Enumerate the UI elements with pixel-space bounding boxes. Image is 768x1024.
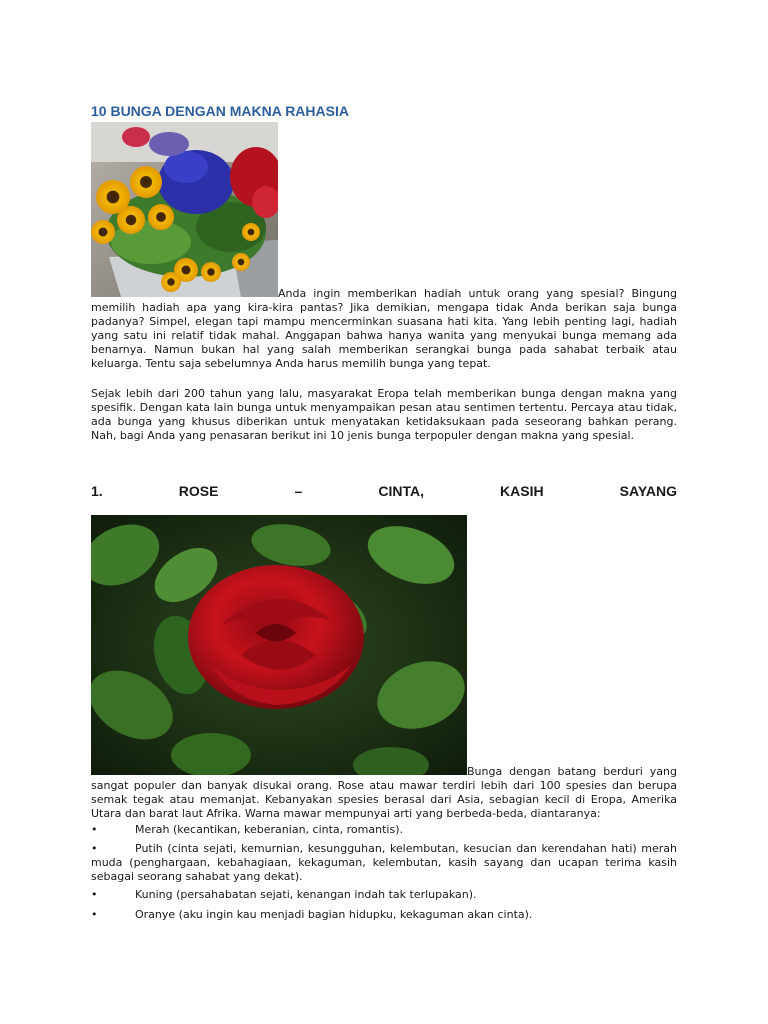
heading-word: SAYANG [619,483,677,499]
document-title: 10 BUNGA DENGAN MAKNA RAHASIA [91,103,349,119]
section-heading-rose [91,483,677,499]
bullet-icon: • [91,842,98,855]
intro-paragraph [91,287,677,371]
heading-word: CINTA, [378,483,424,499]
list-item-text: Putih (cinta sejati, kemurnian, kesungguhan, kelembutan, kesucian dan kerendahan hati) merah muda (penghargaan, kebahagiaan, kekaguman, kelembutan, kasih sayang dan ucapan terima kasih sebagai seorang sahabat yang dekat). [91,842,677,883]
list-item [91,908,677,922]
list-item [91,842,677,884]
rose-description-text: Bunga dengan batang berduri yang sangat populer dan banyak disukai orang. Rose atau mawar terdiri lebih dari 100 spesies dan berupa semak tegak atau memanjat. Kebanyakan spesies berasal dari Asia, sebagian kecil di Eropa, Amerika Utara dan barat laut Afrika. Warna mawar mempunyai arti yang berbeda-beda, diantaranya: [91,765,677,820]
list-item-text: Kuning (persahabatan sejati, kenangan indah tak terlupakan). [135,888,477,901]
heading-word: – [294,483,303,499]
list-item [91,888,677,902]
paragraph-two: Sejak lebih dari 200 tahun yang lalu, masyarakat Eropa telah memberikan bunga dengan makna yang spesifik. Dengan kata lain bunga untuk menyampaikan pesan atau sentimen tertentu. Percaya atau tidak, ada bunga yang khusus diberikan untuk menyatakan ketidaksukaan pada seseorang bahkan perang. Nah, bagi Anda yang penasaran berikut ini 10 jenis bunga terpopuler dengan makna yang spesial. [91,387,677,442]
intro-text: Anda ingin memberikan hadiah untuk orang yang spesial? Bingung memilih hadiah apa yang kira-kira pantas? Jika demikian, mengapa tidak Anda berikan saja bunga padanya? Simpel, elegan tapi mampu mencerminkan suasana hati kita. Yang lebih penting lagi, hadiah yang satu ini relatif tidak mahal. Anggapan bahwa hanya wanita yang menyukai bunga memang ada benarnya. Namun bukan hal yang salah memberikan serangkai bunga pada sahabat terbaik atau keluarga. Tentu saja sebelumnya Anda harus memilih bunga yang tepat. [91,287,677,370]
rose-description [91,765,677,821]
list-item-text: Oranye (aku ingin kau menjadi bagian hidupku, kekaguman akan cinta). [135,908,533,921]
bullet-icon: • [91,823,98,836]
flower-bouquet-image [91,122,278,297]
heading-word: KASIH [500,483,544,499]
heading-word: ROSE [178,483,219,499]
red-rose-image [91,515,467,775]
list-item-text: Merah (kecantikan, keberanian, cinta, romantis). [135,823,403,836]
bullet-icon: • [91,908,98,921]
list-item [91,823,677,837]
bullet-icon: • [91,888,98,901]
heading-word: 1. [91,483,103,499]
